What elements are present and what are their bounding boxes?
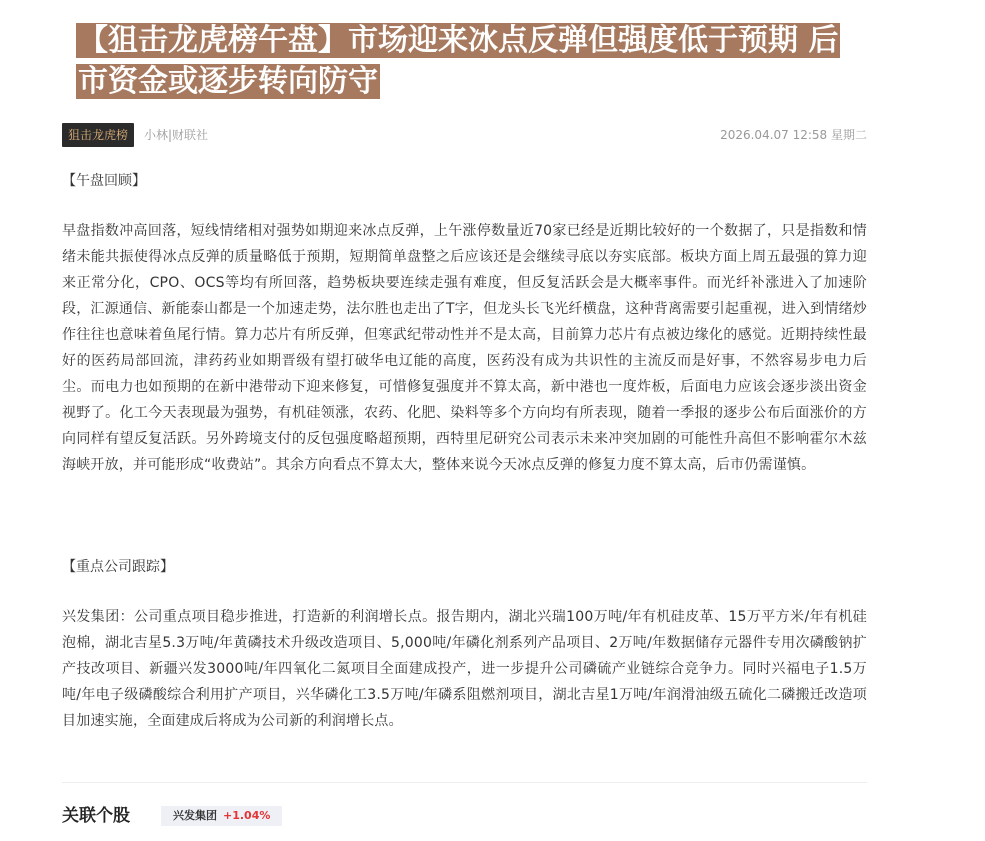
section-heading-midday-review: 【午盘回顾】: [62, 173, 146, 189]
related-stocks-title: 关联个股: [62, 806, 130, 826]
related-stocks: [62, 803, 867, 829]
section-heading-company-tracking: 【重点公司跟踪】: [62, 559, 174, 575]
stock-name: 兴发集团: [173, 809, 217, 822]
publish-datetime: 2026.04.07 12:58 星期二: [720, 128, 867, 142]
article-meta: [62, 123, 867, 147]
article-title-text: 【狙击龙虎榜午盘】市场迎来冰点反弹但强度低于预期 后市资金或逐步转向防守: [78, 23, 839, 99]
section-body-company-tracking: 兴发集团：公司重点项目稳步推进，打造新的利润增长点。报告期内，湖北兴瑞100万吨/年有机硅皮革、15万平方米/年有机硅泡棉，湖北吉星5.3万吨/年黄磷技术升级改造项目、5,000吨/年磷化剂系列产品项目、2万吨/年数据储存元器件专用次磷酸钠扩产技改项目、新疆兴发3000吨/年四氧化二氮项目全面建成投产，进一步提升公司磷硫产业链综合竞争力。同时兴福电子1.5万吨/年电子级磷酸综合利用扩产项目，兴华磷化工3.5万吨/年磷系阻燃剂项目，湖北吉星1万吨/年润滑油级五硫化二磷搬迁改造项目加速实施，全面建成后将成为公司新的利润增长点。: [62, 609, 867, 729]
divider: [62, 782, 867, 783]
column-badge[interactable]: 狙击龙虎榜: [62, 123, 134, 147]
author-label: 小林|财联社: [144, 128, 209, 142]
section-body-midday-review: 早盘指数冲高回落，短线情绪相对强势如期迎来冰点反弹，上午涨停数量近70家已经是近期比较好的一个数据了，只是指数和情绪未能共振使得冰点反弹的质量略低于预期，短期简单盘整之后应该还是会继续寻底以夯实底部。板块方面上周五最强的算力迎来正常分化，CPO、OCS等均有所回落，趋势板块要连续走强有难度，但反复活跃会是大概率事件。而光纤补涨进入了加速阶段，汇源通信、新能泰山都是一个加速走势，法尔胜也走出了T字，但龙头长飞光纤横盘，这种背离需要引起重视，进入到情绪炒作往往也意味着鱼尾行情。算力芯片有所反弹，但寒武纪带动性并不是太高，目前算力芯片有点被边缘化的感觉。近期持续性最好的医药局部回流，津药药业如期晋级有望打破华电辽能的高度，医药没有成为共识性的主流反而是好事，不然容易步电力后尘。而电力也如预期的在新中港带动下迎来修复，可惜修复强度并不算太高，新中港也一度炸板，后面电力应该会逐步淡出资金视野了。化工今天表现最为强势，有机硅领涨，农药、化肥、染料等多个方向均有所表现，随着一季报的逐步公布后面涨价的方向同样有望反复活跃。另外跨境支付的反包强度略超预期，西特里尼研究公司表示未来冲突加剧的可能性升高但不影响霍尔木兹海峡开放，并可能形成“收费站”。其余方向看点不算太大，整体来说今天冰点反弹的修复力度不算太高，后市仍需谨慎。: [62, 223, 867, 473]
stock-change: +1.04%: [223, 809, 271, 822]
article: [62, 0, 867, 826]
article-title: [76, 20, 866, 102]
stock-chip[interactable]: [161, 806, 282, 826]
